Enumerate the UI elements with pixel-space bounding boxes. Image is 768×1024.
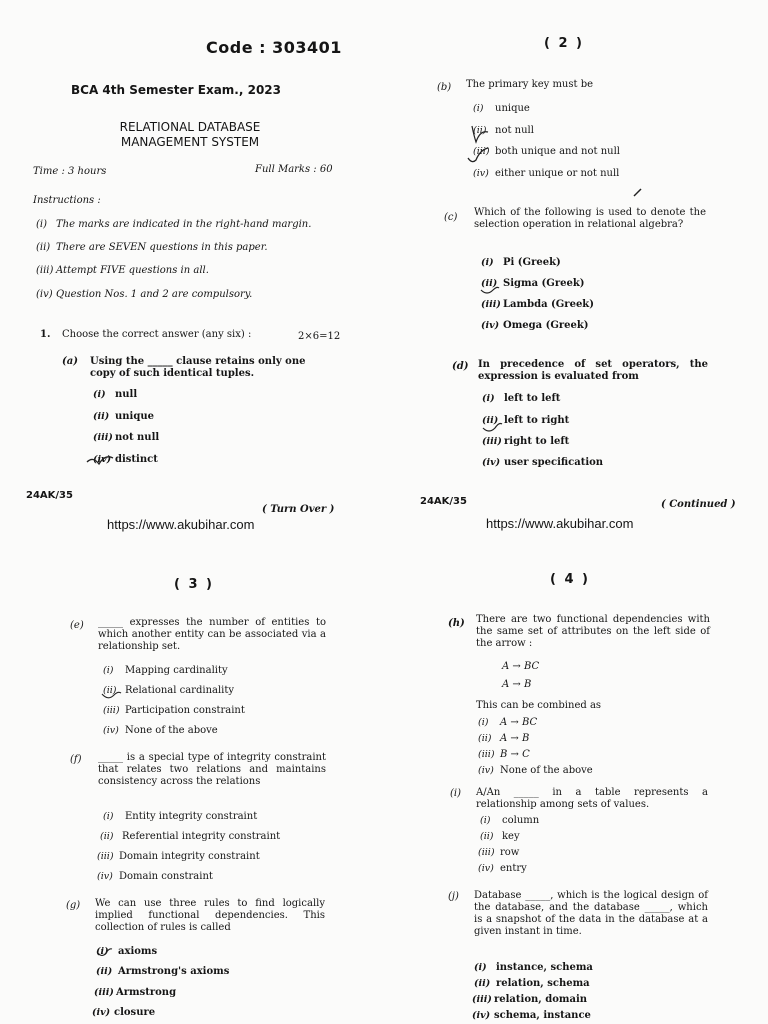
question-a-text: Using the _____ clause retains only one copy of such identical tuples.: [90, 356, 306, 379]
option-label: (i): [480, 815, 491, 826]
option-text: A → B: [500, 733, 530, 744]
question-e-option-4: [103, 725, 218, 736]
option-label: (ii): [103, 685, 117, 696]
option-label: (iv): [472, 1010, 491, 1021]
option-text: right to left: [504, 436, 570, 447]
pen-tick-mark: [96, 945, 114, 959]
option-text: Referential integrity constraint: [122, 831, 281, 842]
page-1-footer-code: 24AK/35: [26, 490, 73, 501]
question-1-text: Choose the correct answer (any six) :: [62, 329, 252, 340]
option-text: both unique and not null: [495, 146, 620, 157]
option-text: instance, schema: [496, 962, 593, 973]
option-label: (iv): [481, 320, 500, 331]
instruction-4: [36, 289, 252, 300]
option-text: Relational cardinality: [125, 685, 235, 696]
question-c-label: (c): [444, 212, 458, 223]
pen-tick-mark: [85, 452, 115, 470]
question-c-option-4: [481, 320, 589, 331]
option-label: (ii): [481, 278, 498, 289]
option-text: user specification: [504, 457, 604, 468]
question-c-text: Which of the following is used to denote the selection operation in relational algebra?: [474, 207, 706, 230]
option-label: (ii): [473, 125, 487, 136]
option-label: (iv): [478, 765, 494, 776]
option-text: key: [502, 831, 520, 842]
option-label: (iv): [97, 871, 113, 882]
full-marks: Full Marks : 60: [255, 164, 333, 175]
option-text: row: [500, 847, 520, 858]
option-text: Lambda (Greek): [503, 299, 594, 310]
instruction-text: There are SEVEN questions in this paper.: [56, 242, 268, 253]
option-text: Pi (Greek): [503, 257, 561, 268]
question-a-option-3: [93, 432, 159, 443]
question-j-option-3: [472, 994, 587, 1005]
option-label: (i): [96, 946, 109, 957]
option-text: entry: [500, 863, 527, 874]
page-3-number: ( 3 ): [174, 577, 214, 592]
option-label: (ii): [480, 831, 494, 842]
option-text: None of the above: [125, 725, 218, 736]
question-j-option-1: [474, 962, 593, 973]
instruction-number: (iii): [36, 265, 54, 276]
question-e-label: (e): [70, 620, 84, 631]
option-text: Domain constraint: [119, 871, 213, 882]
question-i-option-4: [478, 863, 527, 874]
option-text: Entity integrity constraint: [125, 811, 258, 822]
question-h-option-3: [478, 749, 530, 760]
question-j-label: (j): [448, 891, 459, 902]
question-d-text: In precedence of set operators, the expression is evaluated from: [478, 359, 708, 382]
subject-title: [92, 120, 288, 150]
exam-code: Code : 303401: [206, 38, 342, 57]
question-a-option-1: [93, 389, 137, 400]
question-1-marks: 2×6=12: [298, 331, 341, 342]
option-label: (iv): [93, 454, 112, 465]
option-text: A → BC: [500, 717, 538, 728]
pen-tick-mark: [100, 688, 122, 702]
question-h-option-4: [478, 765, 593, 776]
question-f-option-1: [103, 811, 257, 822]
page-1-url: https://www.akubihar.com: [107, 517, 255, 532]
instruction-3: [36, 265, 209, 276]
question-e-option-3: [103, 705, 245, 716]
option-text: None of the above: [500, 765, 593, 776]
page-2-number: ( 2 ): [544, 36, 584, 51]
pen-tick-mark: [468, 122, 490, 146]
option-label: (i): [482, 393, 495, 404]
option-label: (ii): [93, 411, 110, 422]
question-d-option-1: [482, 393, 560, 404]
question-b-text: The primary key must be: [466, 79, 594, 90]
option-text: column: [502, 815, 540, 826]
option-label: (iv): [482, 457, 501, 468]
instruction-number: (i): [36, 219, 48, 230]
page-2-footer-note: ( Continued ): [661, 499, 736, 510]
question-c-option-3: [481, 299, 594, 310]
option-text: left to right: [504, 415, 570, 426]
page-2-footer-code: 24AK/35: [420, 496, 467, 507]
instruction-2: [36, 242, 268, 253]
exam-duration: Time : 3 hours: [33, 166, 107, 177]
question-f-option-2: [100, 831, 280, 842]
option-text: Sigma (Greek): [503, 278, 585, 289]
option-label: (i): [474, 962, 487, 973]
question-g-text: We can use three rules to find logically implied functional dependencies. This collection of rules is called: [95, 898, 325, 933]
option-label: (ii): [478, 733, 492, 744]
question-g-option-4: [92, 1007, 155, 1018]
question-j-option-2: [474, 978, 590, 989]
question-h-label: (h): [448, 618, 465, 629]
option-text: Armstrong: [116, 987, 177, 998]
option-label: (iii): [482, 436, 502, 447]
instruction-text: The marks are indicated in the right-hand margin.: [56, 219, 312, 230]
functional-dependency-2: A → B: [502, 679, 532, 690]
option-text: Domain integrity constraint: [119, 851, 260, 862]
option-label: (iii): [103, 705, 120, 716]
question-h-subtext: This can be combined as: [476, 700, 602, 711]
question-h-option-2: [478, 733, 529, 744]
question-e-option-2: [103, 685, 234, 696]
option-text: axioms: [118, 946, 158, 957]
question-g-label: (g): [66, 900, 81, 911]
option-label: (i): [473, 103, 484, 114]
pen-dash-mark: [632, 186, 644, 198]
option-text: Mapping cardinality: [125, 665, 228, 676]
question-f-label: (f): [70, 754, 82, 765]
option-label: (i): [481, 257, 494, 268]
option-text: not null: [495, 125, 534, 136]
pen-tick-mark: [481, 420, 503, 434]
option-label: (iii): [93, 432, 113, 443]
question-b-label: (b): [437, 82, 452, 93]
question-a-label: (a): [62, 356, 78, 367]
option-label: (ii): [96, 966, 113, 977]
pen-tick-mark: [466, 144, 490, 166]
option-label: (iv): [473, 168, 489, 179]
question-g-option-2: [96, 966, 229, 977]
question-f-option-3: [97, 851, 260, 862]
question-i-option-1: [480, 815, 539, 826]
question-h-option-1: [478, 717, 537, 728]
option-text: left to left: [504, 393, 561, 404]
instructions-heading: Instructions :: [33, 195, 101, 206]
question-b-option-3: [473, 146, 620, 157]
option-label: (iii): [94, 987, 114, 998]
option-text: unique: [495, 103, 530, 114]
option-label: (iii): [478, 749, 495, 760]
question-i-text: A/An _____ in a table represents a relationship among sets of values.: [476, 787, 708, 810]
option-text: closure: [114, 1007, 156, 1018]
subject-line-2: MANAGEMENT SYSTEM: [120, 135, 260, 149]
option-label: (i): [103, 811, 114, 822]
option-text: schema, instance: [494, 1010, 591, 1021]
option-text: B → C: [500, 749, 530, 760]
question-c-option-1: [481, 257, 561, 268]
option-text: Participation constraint: [125, 705, 245, 716]
question-i-option-2: [480, 831, 520, 842]
option-text: unique: [115, 411, 154, 422]
page-1-footer-note: ( Turn Over ): [262, 504, 335, 515]
option-text: Omega (Greek): [503, 320, 589, 331]
question-i-option-3: [478, 847, 519, 858]
option-text: not null: [115, 432, 160, 443]
option-label: (iv): [92, 1007, 111, 1018]
question-i-label: (i): [450, 788, 462, 799]
option-label: (i): [103, 665, 114, 676]
option-label: (ii): [100, 831, 114, 842]
option-text: either unique or not null: [495, 168, 620, 179]
question-f-option-4: [97, 871, 213, 882]
option-text: distinct: [115, 454, 158, 465]
option-text: relation, domain: [494, 994, 588, 1005]
option-label: (iv): [478, 863, 494, 874]
option-label: (ii): [482, 415, 499, 426]
exam-title: BCA 4th Semester Exam., 2023: [71, 83, 281, 97]
option-label: (iii): [473, 146, 490, 157]
pen-tick-mark: [479, 282, 501, 296]
instruction-number: (ii): [36, 242, 51, 253]
option-text: Armstrong's axioms: [118, 966, 230, 977]
page-4-number: ( 4 ): [550, 572, 590, 587]
question-g-option-3: [94, 987, 176, 998]
instruction-text: Attempt FIVE questions in all.: [56, 265, 209, 276]
question-e-text: _____ expresses the number of entities to which another entity can be associated via a relationship set.: [98, 617, 326, 652]
question-b-option-1: [473, 103, 530, 114]
option-label: (iii): [478, 847, 495, 858]
option-label: (ii): [474, 978, 491, 989]
option-label: (iii): [472, 994, 492, 1005]
question-h-text: There are two functional dependencies with the same set of attributes on the left side of the arrow :: [476, 614, 710, 649]
option-label: (iii): [97, 851, 114, 862]
question-1-number: 1.: [40, 329, 51, 340]
option-text: null: [115, 389, 138, 400]
page-2-url: https://www.akubihar.com: [486, 516, 634, 531]
question-d-option-4: [482, 457, 603, 468]
option-text: relation, schema: [496, 978, 590, 989]
instruction-number: (iv): [36, 289, 53, 300]
question-e-option-1: [103, 665, 228, 676]
question-j-text: Database _____, which is the logical design of the database, and the database _____, which is a snapshot of the data in the database at a given instant in time.: [474, 890, 708, 937]
question-d-option-3: [482, 436, 569, 447]
question-j-option-4: [472, 1010, 591, 1021]
question-d-label: (d): [452, 361, 469, 372]
instruction-text: Question Nos. 1 and 2 are compulsory.: [56, 289, 253, 300]
option-label: (i): [93, 389, 106, 400]
instruction-1: [36, 219, 311, 230]
question-a-option-2: [93, 411, 154, 422]
subject-line-1: RELATIONAL DATABASE: [119, 120, 261, 134]
option-label: (iii): [481, 299, 501, 310]
functional-dependency-1: A → BC: [502, 661, 540, 672]
question-b-option-4: [473, 168, 619, 179]
question-f-text: _____ is a special type of integrity constraint that relates two relations and maintains consistency across the relations: [98, 752, 326, 787]
option-label: (i): [478, 717, 489, 728]
option-label: (iv): [103, 725, 119, 736]
